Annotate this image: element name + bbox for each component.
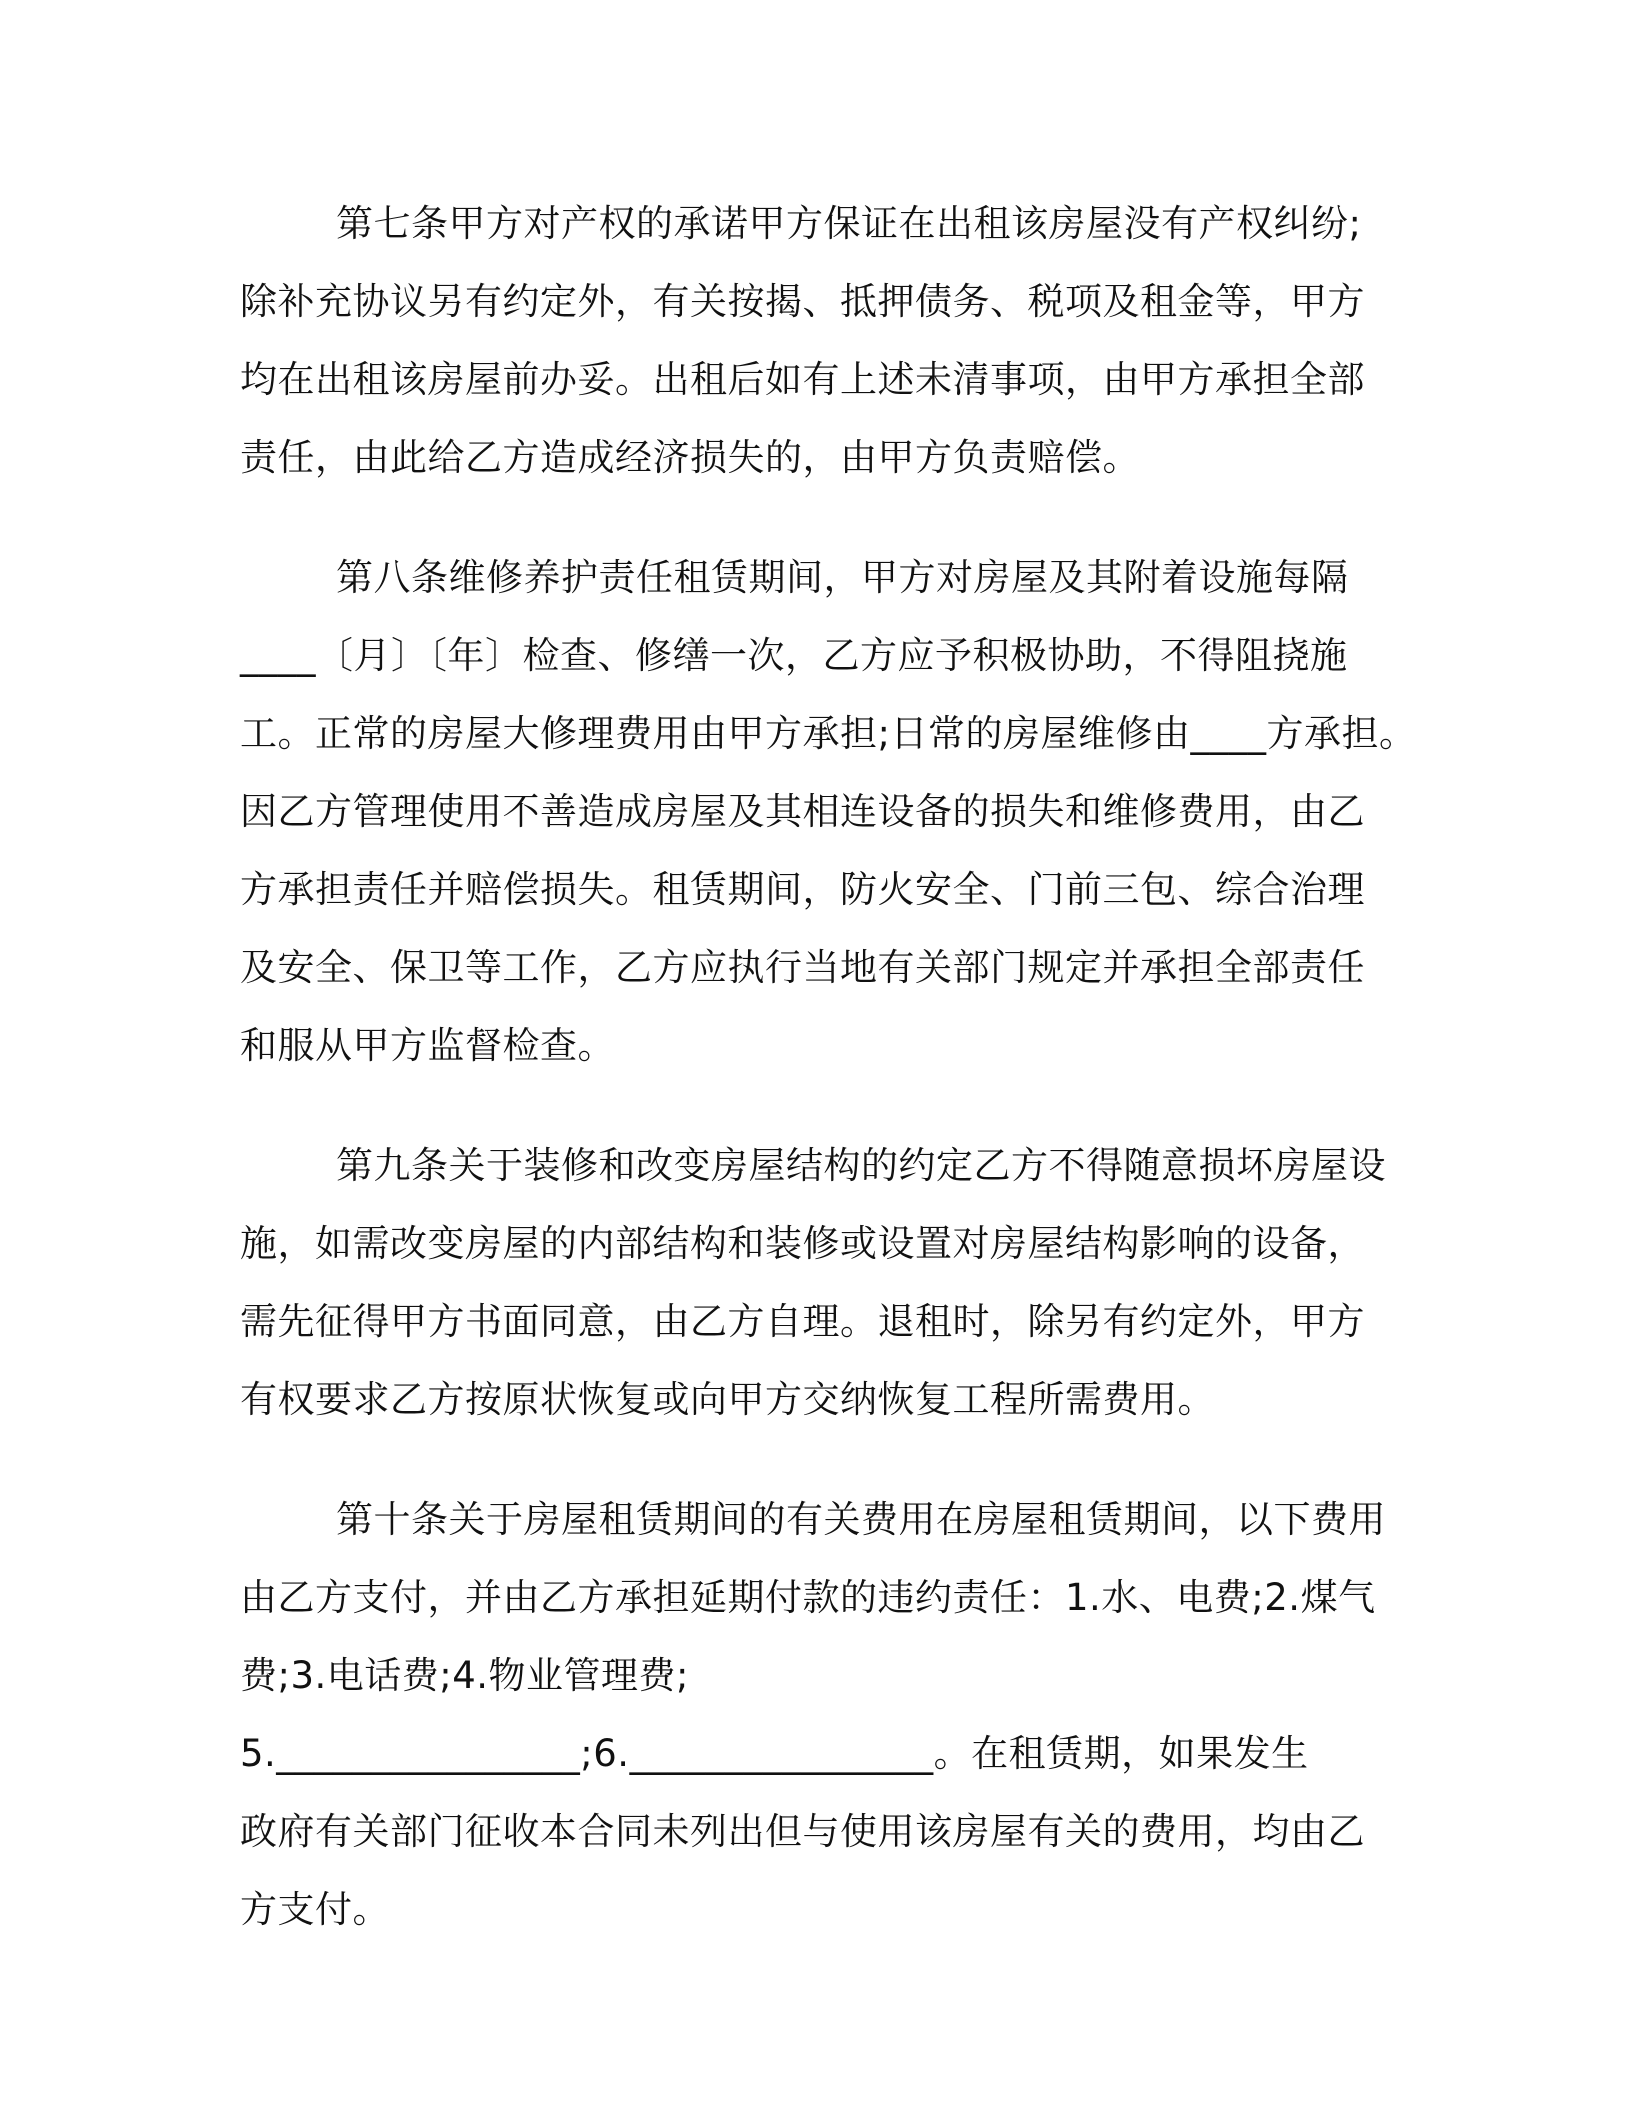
document-body [240, 185, 1417, 1991]
article-10-line-5: 政府有关部门征收本合同未列出但与使用该房屋有关的费用，均由乙 [240, 1810, 1365, 1853]
article-8-line-3: 工。正常的房屋大修理费用由甲方承担;日常的房屋维修由____方承担。 [240, 712, 1417, 755]
article-10-line-1: 第十条关于房屋租赁期间的有关费用在房屋租赁期间，以下费用 [336, 1498, 1386, 1541]
article-10-line-3: 费;3.电话费;4.物业管理费; [240, 1654, 690, 1697]
article-8-line-7: 和服从甲方监督检查。 [240, 1024, 615, 1067]
article-10-line-6: 方支付。 [240, 1888, 390, 1931]
article-7-line-1: 第七条甲方对产权的承诺甲方保证在出租该房屋没有产权纠纷; [336, 202, 1362, 245]
article-10-line-2: 由乙方支付，并由乙方承担延期付款的违约责任：1.水、电费;2.煤气 [240, 1576, 1376, 1619]
article-8-paragraph [240, 539, 1417, 1085]
article-10-line-4: 5.________________;6.________________。在租赁期，如果发生 [240, 1732, 1309, 1775]
article-9-line-2: 施，如需改变房屋的内部结构和装修或设置对房屋结构影响的设备， [240, 1222, 1365, 1265]
article-8-line-1: 第八条维修养护责任租赁期间，甲方对房屋及其附着设施每隔 [336, 556, 1349, 599]
article-7-line-3: 均在出租该房屋前办妥。出租后如有上述未清事项，由甲方承担全部 [240, 358, 1365, 401]
article-9-paragraph [240, 1127, 1400, 1439]
article-7-line-2: 除补充协议另有约定外，有关按揭、抵押债务、税项及租金等，甲方 [240, 280, 1365, 323]
article-8-line-2: ____〔月〕〔年〕检查、修缮一次，乙方应予积极协助，不得阻挠施 [240, 634, 1348, 677]
article-10-paragraph [240, 1481, 1400, 1949]
article-8-line-5: 方承担责任并赔偿损失。租赁期间，防火安全、门前三包、综合治理 [240, 868, 1365, 911]
article-9-line-1: 第九条关于装修和改变房屋结构的约定乙方不得随意损坏房屋设 [336, 1144, 1386, 1187]
article-8-line-6: 及安全、保卫等工作，乙方应执行当地有关部门规定并承担全部责任 [240, 946, 1365, 989]
article-8-line-4: 因乙方管理使用不善造成房屋及其相连设备的损失和维修费用，由乙 [240, 790, 1365, 833]
article-9-line-4: 有权要求乙方按原状恢复或向甲方交纳恢复工程所需费用。 [240, 1378, 1215, 1421]
article-7-paragraph [240, 185, 1400, 497]
article-9-line-3: 需先征得甲方书面同意，由乙方自理。退租时，除另有约定外，甲方 [240, 1300, 1365, 1343]
article-7-line-4: 责任，由此给乙方造成经济损失的，由甲方负责赔偿。 [240, 436, 1140, 479]
